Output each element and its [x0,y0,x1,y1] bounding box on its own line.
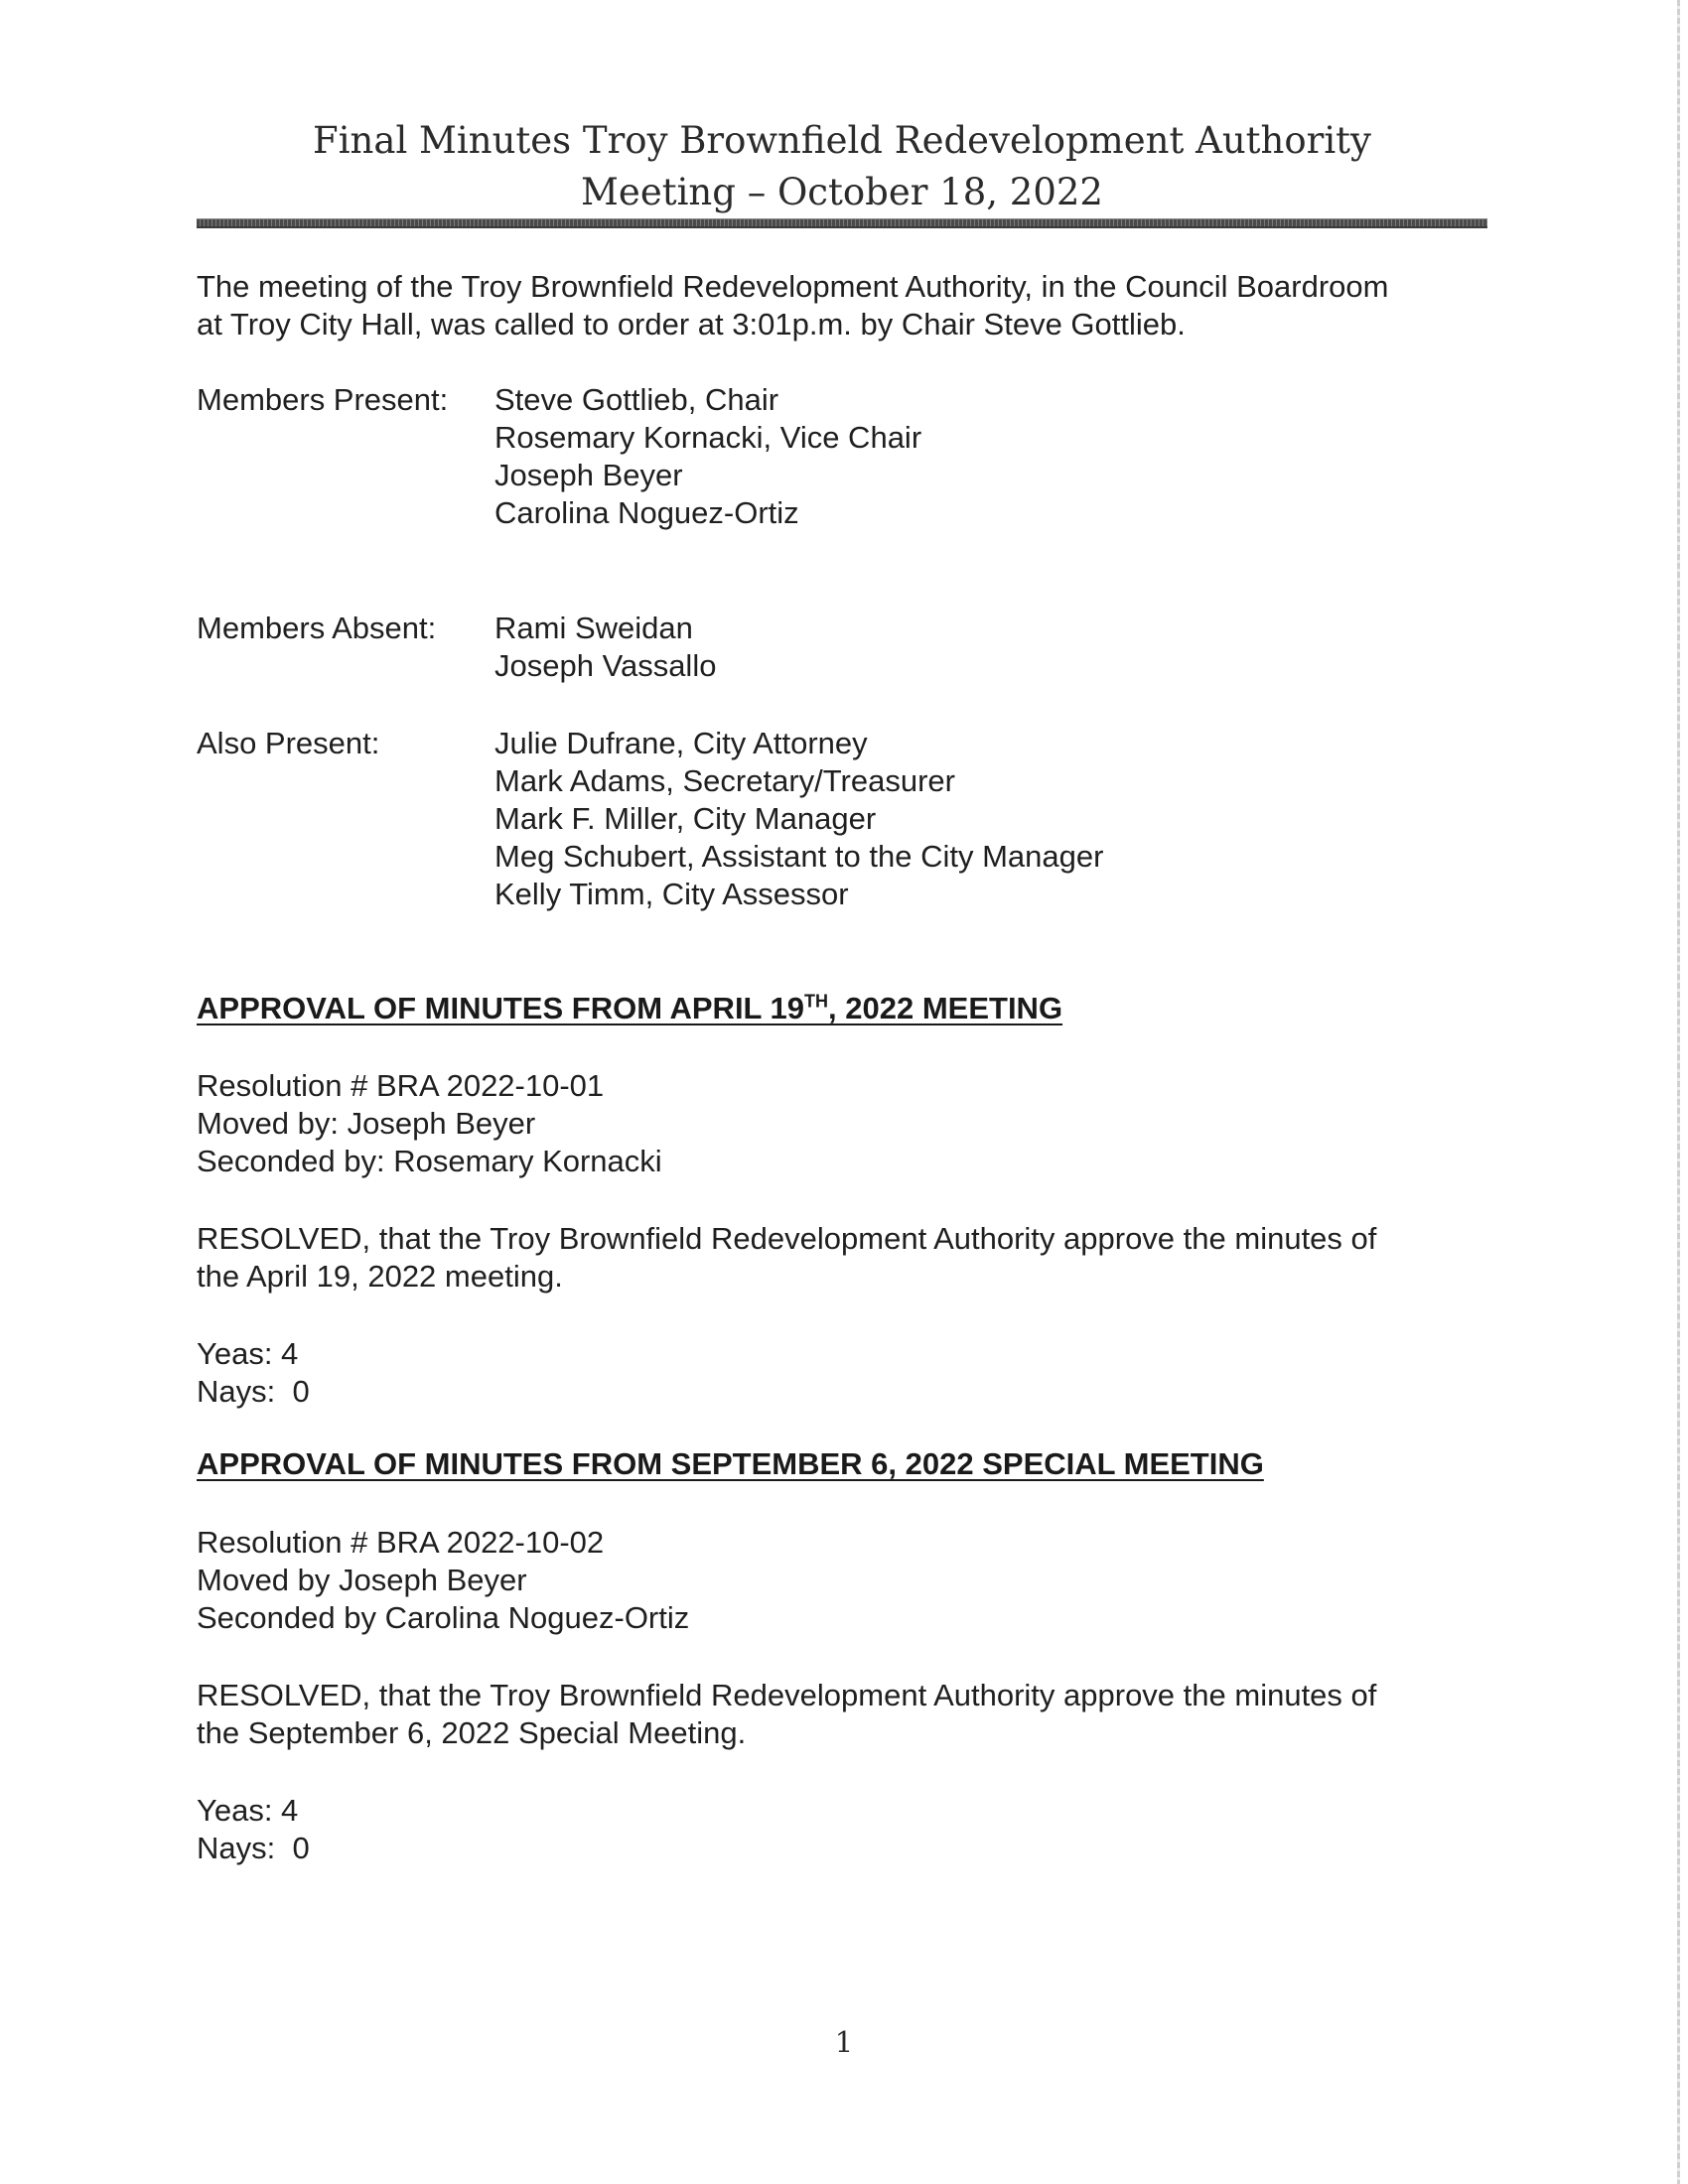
nays-count: Nays: 0 [197,1831,310,1865]
document-title [197,115,1487,218]
list-item: Mark F. Miller, City Manager [494,801,877,836]
heading-text: , 2022 MEETING [828,991,1063,1025]
title-divider [197,218,1487,228]
nays-count: Nays: 0 [197,1374,310,1409]
resolution-number: Resolution # BRA 2022-10-02 [197,1525,605,1560]
moved-by: Moved by: Joseph Beyer [197,1106,536,1141]
scan-edge [1677,0,1680,2184]
yeas-count: Yeas: 4 [197,1793,299,1828]
title-line-2: Meeting – October 18, 2022 [581,171,1103,213]
list-item: Rosemary Kornacki, Vice Chair [494,420,922,455]
section-heading-september-minutes: APPROVAL OF MINUTES FROM SEPTEMBER 6, 2022 SPECIAL MEETING [197,1446,1264,1481]
resolved-line: RESOLVED, that the Troy Brownfield Redevelopment Authority approve the minutes of [197,1678,1377,1712]
list-item: Mark Adams, Secretary/Treasurer [494,763,955,798]
list-item: Steve Gottlieb, Chair [494,382,779,417]
yeas-count: Yeas: 4 [197,1336,299,1371]
members-present-label: Members Present: [197,382,449,417]
list-item: Carolina Noguez-Ortiz [494,495,799,530]
list-item: Julie Dufrane, City Attorney [494,726,868,760]
intro-line-2: at Troy City Hall, was called to order at 3:01p.m. by Chair Steve Gottlieb. [197,307,1186,341]
seconded-by: Seconded by: Rosemary Kornacki [197,1144,662,1178]
members-present-list [494,381,1487,532]
resolution-number: Resolution # BRA 2022-10-01 [197,1068,605,1103]
resolved-paragraph-2 [197,1677,1487,1752]
list-item: Kelly Timm, City Assessor [494,877,849,911]
list-item: Joseph Beyer [494,458,683,492]
list-item: Joseph Vassallo [494,648,717,683]
resolution-block-2 [197,1524,1487,1637]
heading-text: APPROVAL OF MINUTES FROM APRIL 19 [197,991,805,1025]
vote-tally-1 [197,1335,1487,1411]
section-heading-april-minutes [197,991,1062,1026]
heading-superscript: TH [804,991,829,1012]
also-present-list [494,725,1487,913]
page-number: 1 [834,2025,854,2059]
vote-tally-2 [197,1792,1487,1867]
members-absent-section [197,610,1487,689]
members-present-section [197,381,1487,540]
list-item: Meg Schubert, Assistant to the City Manager [494,839,1104,874]
title-line-1: Final Minutes Troy Brownfield Redevelopment Authority [313,119,1371,162]
resolution-block-1 [197,1067,1487,1180]
members-absent-label: Members Absent: [197,611,437,645]
resolved-line: the April 19, 2022 meeting. [197,1259,563,1294]
moved-by: Moved by Joseph Beyer [197,1563,527,1597]
resolved-paragraph-1 [197,1220,1487,1296]
also-present-label: Also Present: [197,726,380,760]
list-item: Rami Sweidan [494,611,693,645]
also-present-section [197,725,1487,923]
resolved-line: RESOLVED, that the Troy Brownfield Redevelopment Authority approve the minutes of [197,1221,1377,1256]
resolved-line: the September 6, 2022 Special Meeting. [197,1715,747,1750]
members-absent-list [494,610,1487,685]
intro-line-1: The meeting of the Troy Brownfield Redevelopment Authority, in the Council Boardroom [197,269,1389,304]
seconded-by: Seconded by Carolina Noguez-Ortiz [197,1600,690,1635]
intro-paragraph [197,268,1487,343]
